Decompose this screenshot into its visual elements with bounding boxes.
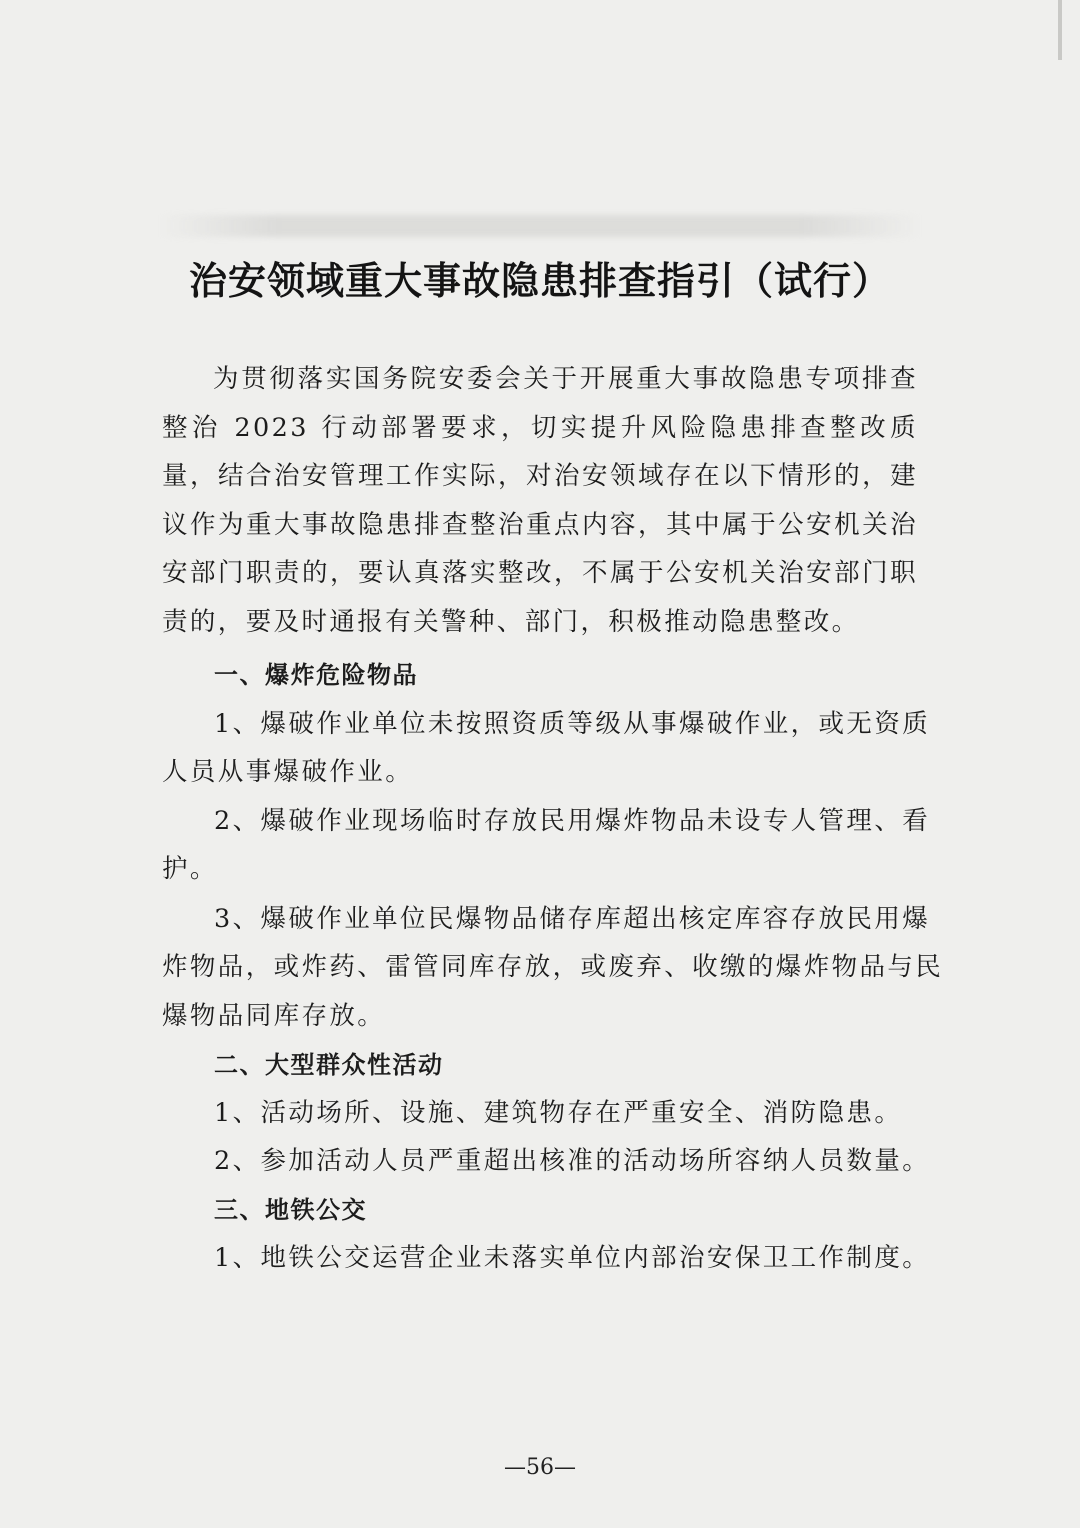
section-heading-mass-events: 二、大型群众性活动 <box>214 1051 444 1079</box>
section1-item3-line3: 爆物品同库存放。 <box>162 1001 386 1031</box>
section1-item2-line2: 护。 <box>162 854 218 884</box>
section3-item1: 1、地铁公交运营企业未落实单位内部治安保卫工作制度。 <box>214 1243 931 1273</box>
section1-item1-line1: 1、爆破作业单位未按照资质等级从事爆破作业，或无资质 <box>214 709 931 739</box>
section1-item3-line1: 3、爆破作业单位民爆物品储存库超出核定库容存放民用爆 <box>214 904 931 934</box>
show-through-bleed <box>160 215 920 237</box>
section2-item1: 1、活动场所、设施、建筑物存在严重安全、消防隐患。 <box>214 1098 903 1128</box>
section1-item3-line2: 炸物品，或炸药、雷管同库存放，或废弃、收缴的爆炸物品与民 <box>162 952 944 982</box>
intro-paragraph: 为贯彻落实国务院安委会关于开展重大事故隐患专项排查整治 2023 行动部署要求，切实提升风险隐患排查整改质量，结合治安管理工作实际，对治安领域存在以下情形的，建议作为重大事故隐患排查整治重点内容，其中属于公安机关治安部门职责的，要认真落实整改，不属于公安机关治安部门职责的，要及时通报有关警种、部门，积极推动隐患整改。 <box>162 364 918 637</box>
section2-item2: 2、参加活动人员严重超出核准的活动场所容纳人员数量。 <box>214 1146 931 1176</box>
section1-item2-line1: 2、爆破作业现场临时存放民用爆炸物品未设专人管理、看 <box>214 806 931 836</box>
page-number: —56— <box>504 1455 576 1480</box>
section1-item1-line2: 人员从事爆破作业。 <box>162 757 414 787</box>
section-heading-explosives: 一、爆炸危险物品 <box>214 661 418 689</box>
document-title: 治安领域重大事故隐患排查指引（试行） <box>188 258 891 303</box>
scan-edge-mark <box>1058 0 1062 60</box>
section-heading-metro-bus: 三、地铁公交 <box>214 1196 367 1224</box>
